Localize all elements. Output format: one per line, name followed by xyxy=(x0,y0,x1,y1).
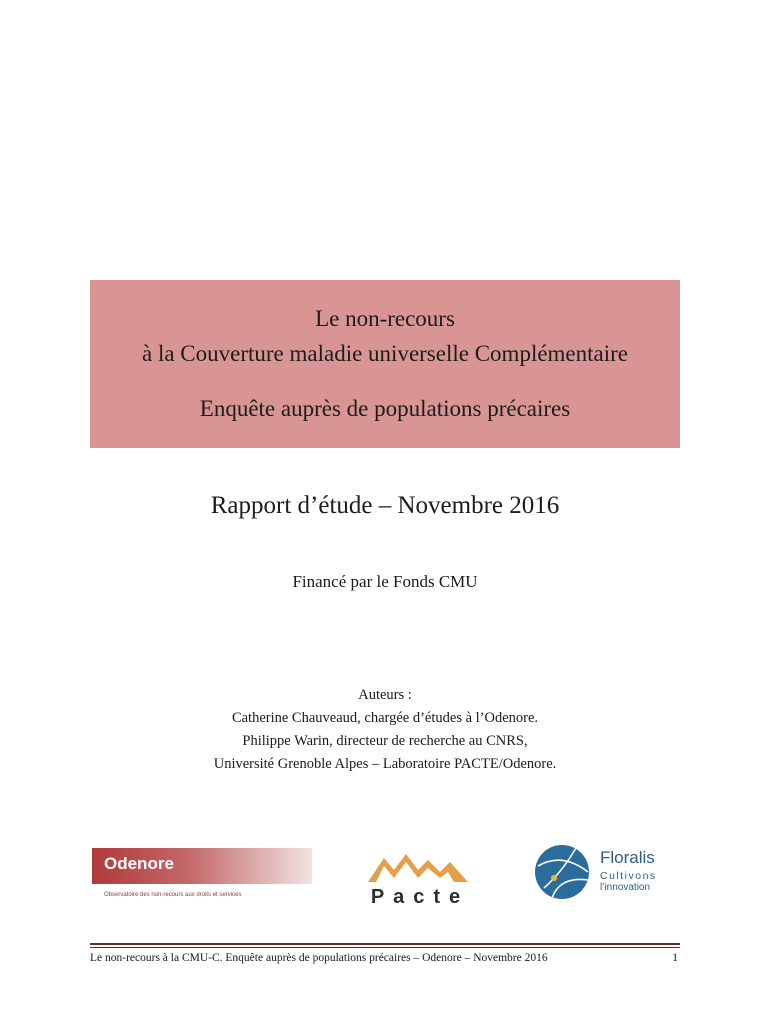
author-line-1: Catherine Chauveaud, chargée d’études à l’Odenore. xyxy=(231,710,539,726)
title-line-1: Le non-recours xyxy=(315,306,455,331)
title-block xyxy=(90,280,680,448)
authors-label: Auteurs : xyxy=(358,687,412,703)
footer-text: Le non-recours à la CMU-C. Enquête auprès de populations précaires – Odenore – Novembre 2016 xyxy=(90,952,548,964)
pacte-name: Pacte xyxy=(370,886,470,908)
funding-line: Financé par le Fonds CMU xyxy=(292,572,478,591)
author-line-2: Philippe Warin, directeur de recherche au CNRS, xyxy=(242,733,528,749)
odenore-logo xyxy=(92,848,312,908)
authors-block xyxy=(0,684,770,776)
mountains-icon xyxy=(360,848,480,884)
odenore-name: Odenore xyxy=(104,854,174,873)
floralis-name: Floralis xyxy=(600,848,655,867)
floralis-tagline-1: Cultivons xyxy=(600,870,657,882)
floralis-logo xyxy=(532,842,672,902)
footer-rule xyxy=(90,943,680,945)
footer-rule-thin xyxy=(90,947,680,948)
subtitle: Enquête auprès de populations précaires xyxy=(199,396,571,421)
globe-icon xyxy=(532,842,592,902)
author-line-3: Université Grenoble Alpes – Laboratoire PACTE/Odenore. xyxy=(213,756,557,772)
page-number: 1 xyxy=(672,952,678,964)
odenore-tagline: Observatoire des non-recours aux droits et services xyxy=(104,892,242,898)
title-line-2: à la Couverture maladie universelle Complémentaire xyxy=(141,341,628,366)
report-line: Rapport d’étude – Novembre 2016 xyxy=(210,492,560,519)
pacte-logo xyxy=(360,848,480,910)
floralis-tagline-2: l’innovation xyxy=(600,882,651,893)
